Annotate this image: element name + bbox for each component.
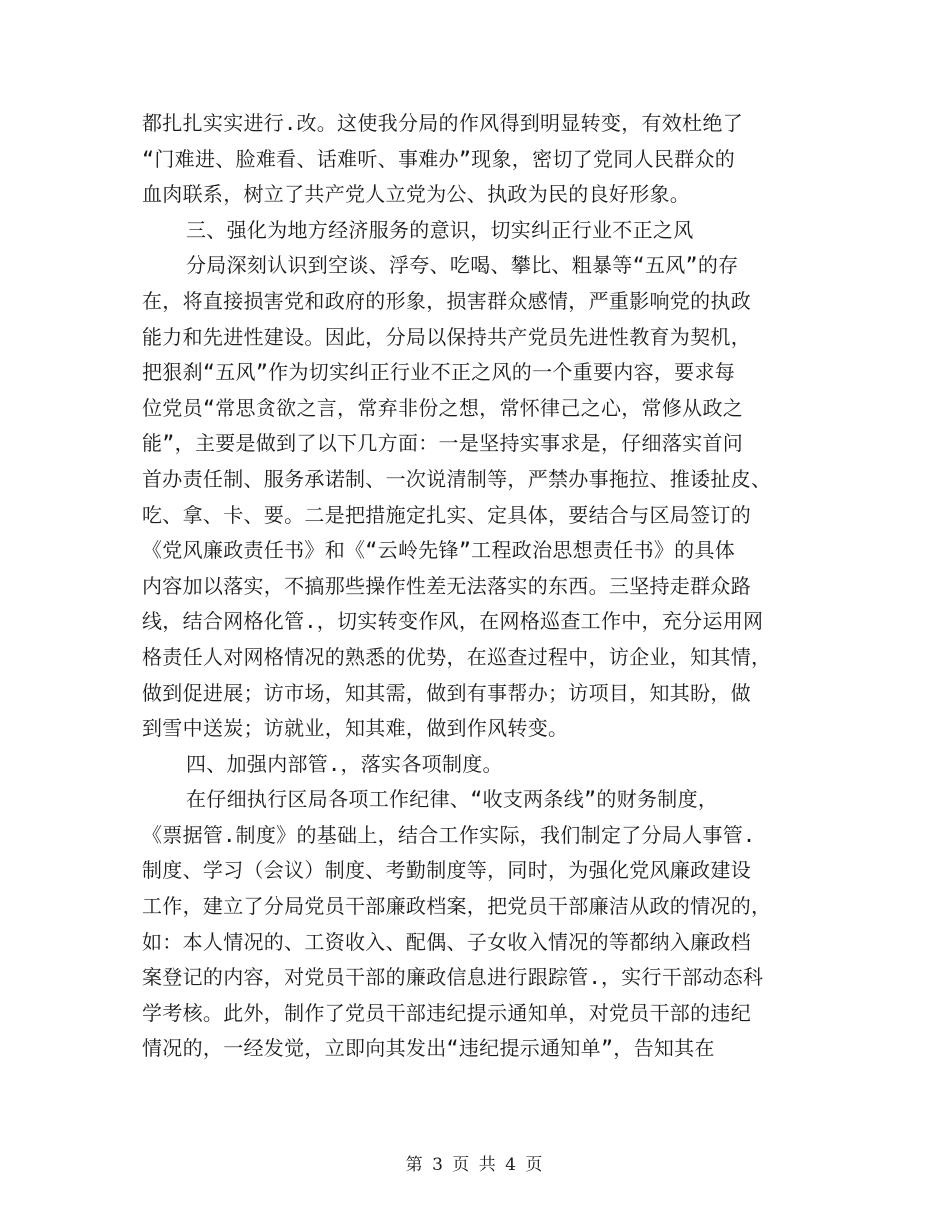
text-line: 把狠刹“五风”作为切实纠正行业不正之风的一个重要内容，要求每 [142, 360, 736, 385]
text-line: 在，将直接损害党和政府的形象，损害群众感情，严重影响党的执政 [142, 288, 751, 313]
text-line: 工作，建立了分局党员干部廉政档案，把党员干部廉洁从政的情况的， [142, 894, 772, 919]
text-line: 如：本人情况的、工资收入、配偶、子女收入情况的等都纳入廉政档 [142, 929, 751, 954]
text-line: 内容加以落实，不搞那些操作性差无法落实的东西。三坚持走群众路 [142, 573, 751, 598]
text-line: 《票据管.制度》的基础上，结合工作实际，我们制定了分局人事管. [142, 822, 756, 847]
text-line: 《党风廉政责任书》和《“云岭先锋”工程政治思想责任书》的具体 [142, 538, 736, 563]
page-number-footer: 第 3 页 共 4 页 [405, 1155, 545, 1175]
text-line: 情况的，一经发觉，立即向其发出“违纪提示通知单”，告知其在 [142, 1036, 715, 1061]
text-line: 制度、学习（会议）制度、考勤制度等，同时，为强化党风廉政建设 [142, 858, 751, 883]
text-line: 学考核。此外，制作了党员干部违纪提示通知单，对党员干部的违纪 [142, 1000, 751, 1025]
text-line: 到雪中送炭；访就业，知其难，做到作风转变。 [142, 716, 569, 741]
text-line: “门难进、脸难看、话难听、事难办”现象，密切了党同人民群众的 [142, 146, 736, 171]
text-line: 案登记的内容，对党员干部的廉政信息进行跟踪管.，实行干部动态科 [142, 965, 764, 990]
document-body [142, 106, 812, 1067]
text-line: 分局深刻认识到空谈、浮夸、吃喝、攀比、粗暴等“五风”的存 [186, 253, 739, 278]
text-line: 血肉联系，树立了共产党人立党为公、执政为民的良好形象。 [142, 182, 691, 207]
text-line: 首办责任制、服务承诺制、一次说清制等，严禁办事拖拉、推诿扯皮、 [142, 466, 772, 491]
text-line: 吃、拿、卡、要。二是把措施定扎实、定具体，要结合与区局签订的 [142, 502, 751, 527]
text-line: 能力和先进性建设。因此，分局以保持共产党员先进性教育为契机， [142, 324, 751, 349]
text-line: 线，结合网格化管.，切实转变作风，在网格巡查工作中，充分运用网 [142, 609, 764, 634]
section-heading-3: 三、强化为地方经济服务的意识，切实纠正行业不正之风 [186, 217, 694, 242]
text-line: 做到促进展；访市场，知其需，做到有事帮办；访项目，知其盼，做 [142, 680, 751, 705]
text-line: 能”，主要是做到了以下几方面：一是坚持实事求是，仔细落实首问 [142, 431, 744, 456]
text-line: 都扎扎实实进行.改。这使我分局的作风得到明显转变，有效杜绝了 [142, 111, 744, 135]
text-line: 在仔细执行区局各项工作纪律、“收支两条线”的财务制度， [186, 787, 719, 812]
text-line: 格责任人对网格情况的熟悉的优势，在巡查过程中，访企业，知其情， [142, 644, 772, 669]
text-line: 位党员“常思贪欲之言，常弃非份之想，常怀律己之心，常修从政之 [142, 395, 744, 420]
section-heading-4: 四、加强内部管.，落实各项制度。 [186, 751, 503, 776]
